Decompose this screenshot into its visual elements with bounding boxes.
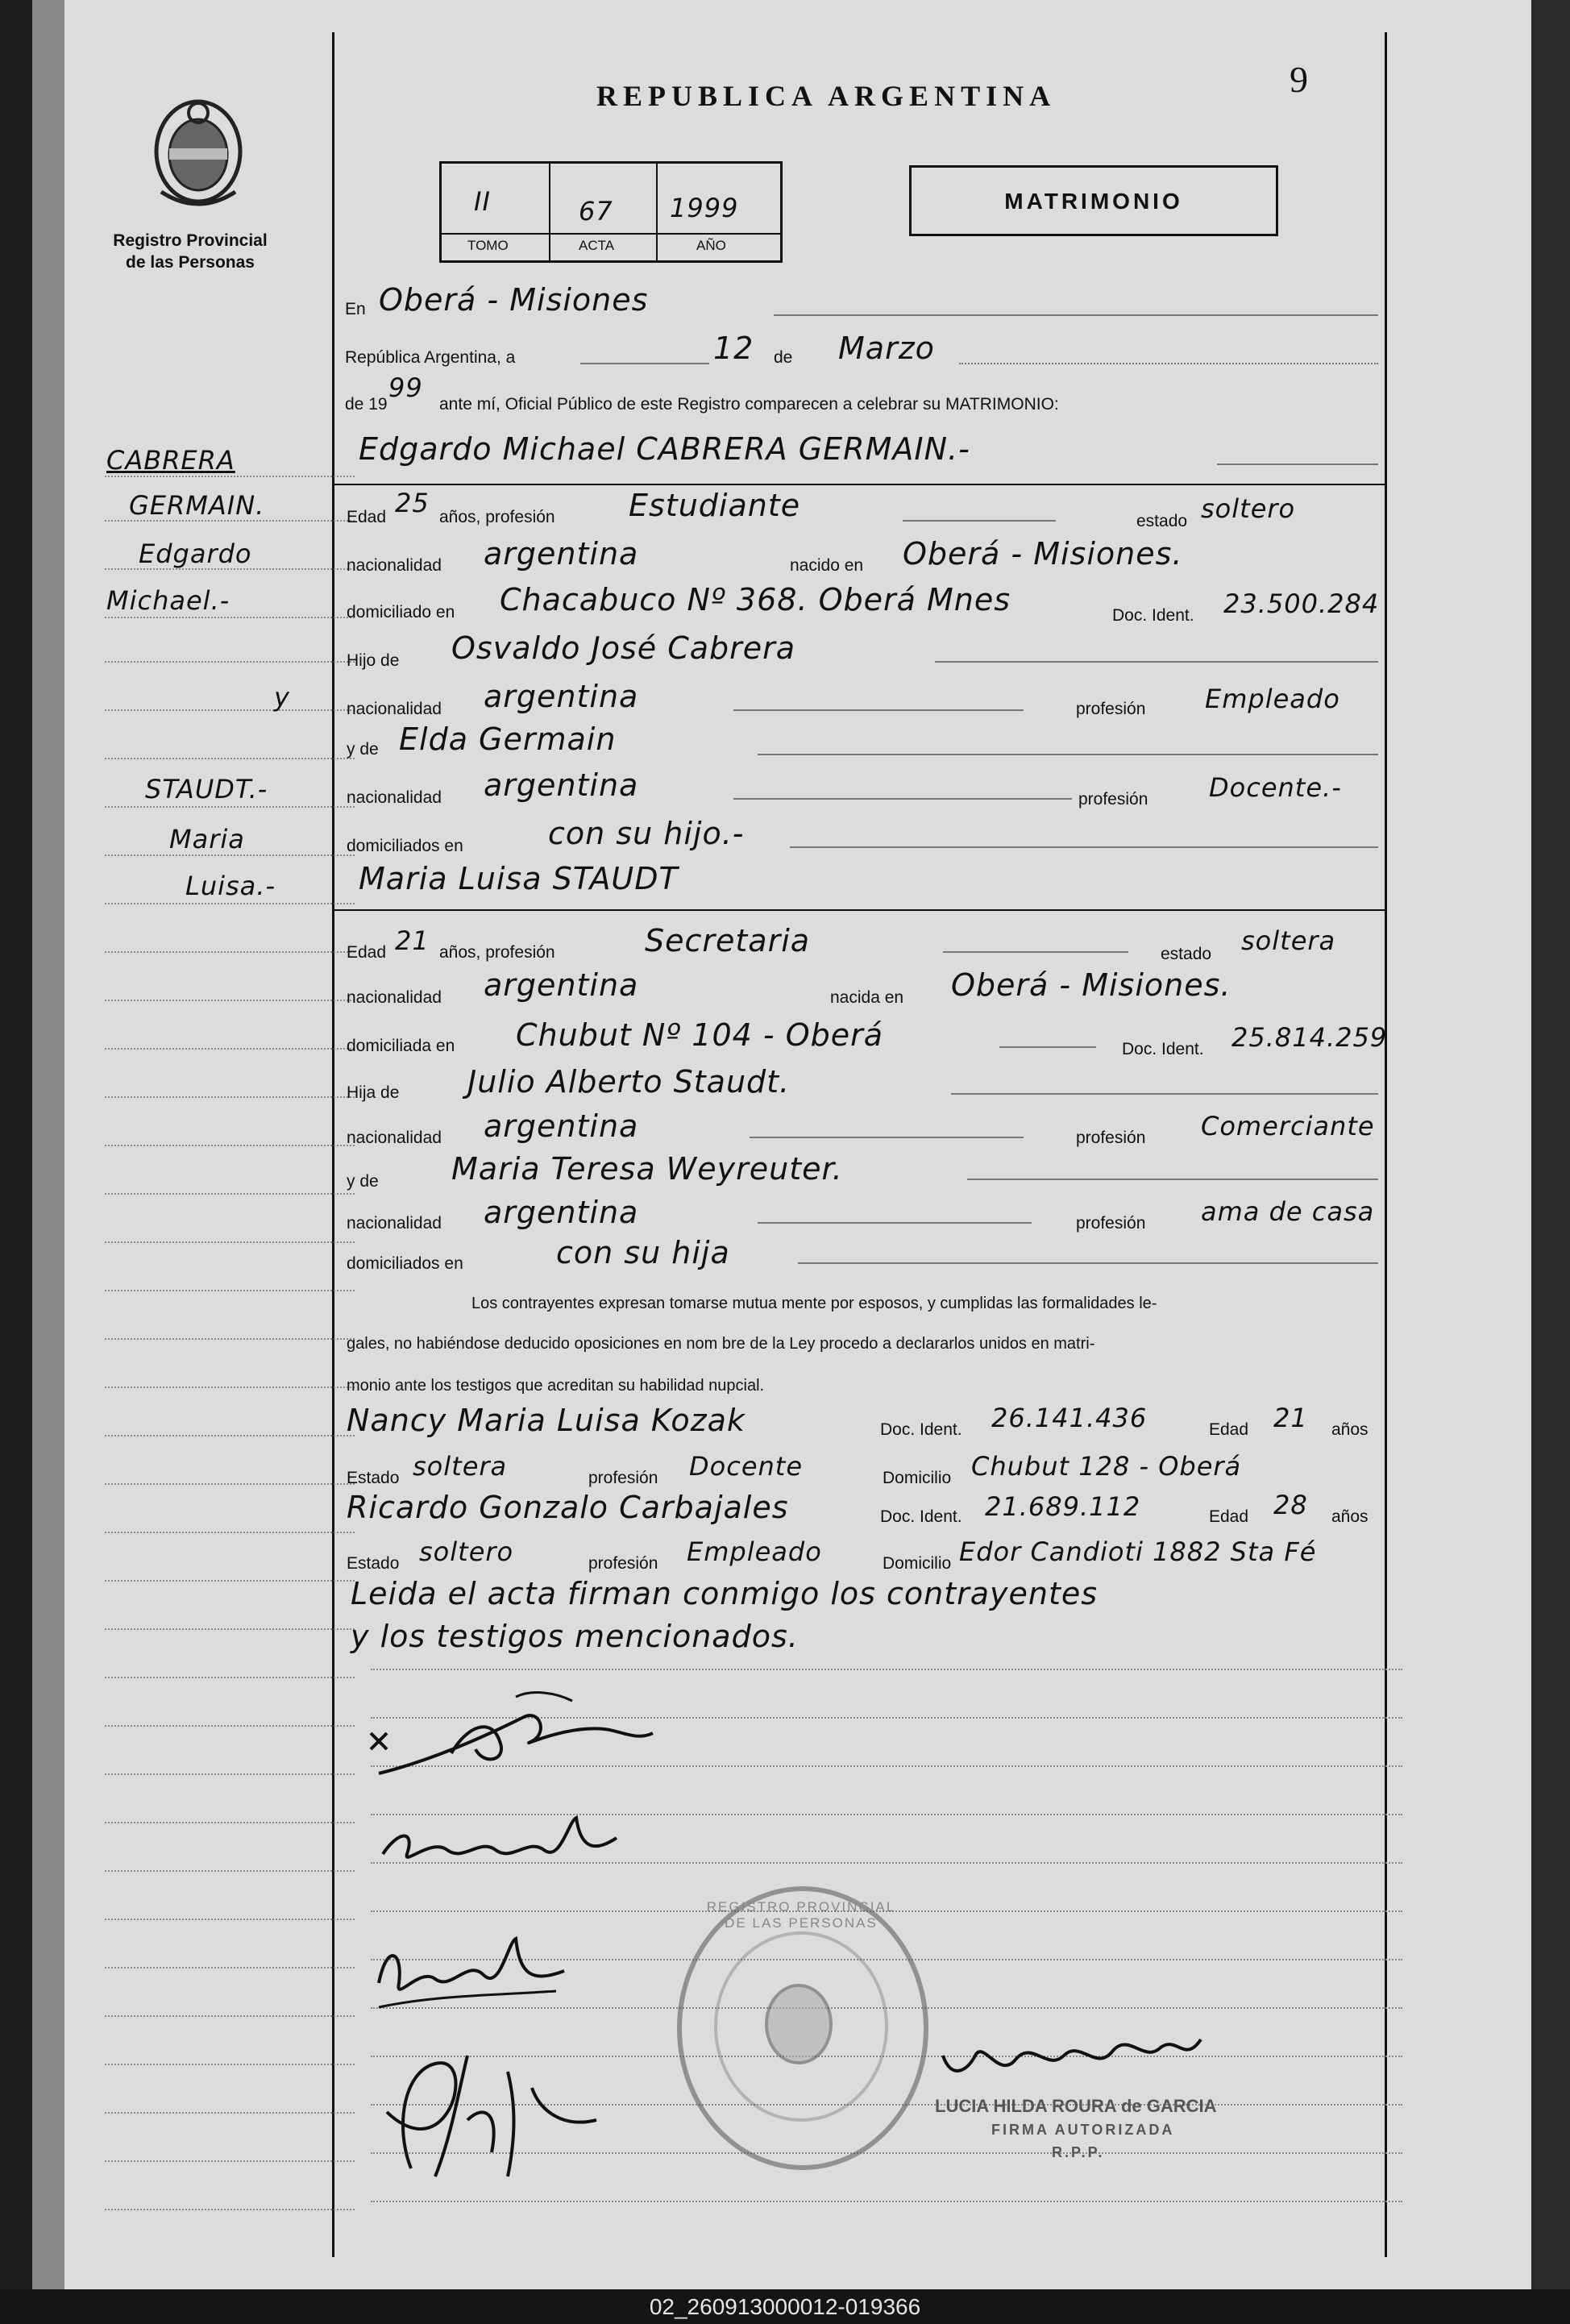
- ano-value: 1999: [670, 193, 739, 223]
- page-number: 9: [1290, 59, 1308, 100]
- groom-mother-prof: Docente.-: [1209, 772, 1342, 803]
- bride-mother-nat: argentina: [484, 1195, 639, 1230]
- bride-doc-label: Doc. Ident.: [1122, 1040, 1204, 1058]
- signature-bride: [375, 1806, 633, 1878]
- register-page: [32, 0, 1531, 2289]
- record-type: MATRIMONIO: [1004, 189, 1183, 214]
- bride-age: 21: [395, 925, 430, 956]
- bride-anos-profesion-label: años, profesión: [439, 943, 555, 962]
- country-title: REPUBLICA ARGENTINA: [596, 80, 1057, 112]
- bride-father-prof-label: profesión: [1076, 1129, 1146, 1147]
- groom-father-nat-label: nacionalidad: [347, 700, 442, 718]
- day: 12: [713, 331, 754, 366]
- bride-mother-prof: ama de casa: [1201, 1196, 1375, 1227]
- republica-label: República Argentina, a: [345, 348, 516, 367]
- acta-value: 67: [579, 196, 613, 227]
- margin-note-line: Maria: [169, 824, 245, 854]
- bride-name: Maria Luisa STAUDT: [359, 861, 679, 896]
- witness1-estado: soltera: [413, 1451, 508, 1482]
- record-type-box: [909, 165, 1278, 236]
- witness1-doc: 26.141.436: [991, 1403, 1148, 1433]
- witness2-domicilio-label: Domicilio: [883, 1554, 952, 1573]
- tomo-label: TOMO: [467, 238, 509, 253]
- witness1-profession: Docente: [689, 1451, 804, 1482]
- scan-background: [1531, 0, 1570, 2324]
- bride-parents-address: con su hija: [556, 1235, 730, 1270]
- groom-domiciliados-label: domiciliados en: [347, 837, 463, 855]
- groom-father: Osvaldo José Cabrera: [451, 630, 796, 666]
- groom-nationality: argentina: [484, 536, 639, 572]
- coat-of-arms-icon: [145, 95, 251, 216]
- witness2-name: Ricardo Gonzalo Carbajales: [347, 1490, 789, 1525]
- groom-hijo-label: Hijo de: [347, 651, 400, 670]
- witness2-address: Edor Candioti 1882 Sta Fé: [959, 1536, 1317, 1567]
- groom-profession: Estudiante: [629, 488, 801, 523]
- witness1-anos-label: años: [1331, 1420, 1369, 1439]
- bride-father: Julio Alberto Staudt.: [467, 1064, 791, 1100]
- witness2-profession: Empleado: [687, 1536, 822, 1567]
- bride-edad-label: Edad: [347, 943, 387, 962]
- official-org: R.P.P.: [1052, 2144, 1105, 2160]
- bride-mother: Maria Teresa Weyreuter.: [451, 1151, 843, 1187]
- witness2-estado: soltero: [419, 1536, 514, 1567]
- groom-nacido-label: nacido en: [790, 556, 864, 575]
- groom-estado-label: estado: [1136, 512, 1188, 530]
- bride-mother-nat-label: nacionalidad: [347, 1214, 442, 1233]
- bride-domiciliada-label: domiciliada en: [347, 1037, 455, 1055]
- witness2-doc: 21.689.112: [985, 1491, 1141, 1522]
- tomo-value: II: [474, 186, 491, 217]
- groom-anos-profesion-label: años, profesión: [439, 508, 555, 526]
- bride-hija-label: Hija de: [347, 1083, 400, 1102]
- groom-yde-label: y de: [347, 740, 379, 759]
- closing-line: Leida el acta firman conmigo los contrayentes: [351, 1576, 1099, 1611]
- signature-groom: [363, 1685, 661, 1781]
- witness1-address: Chubut 128 - Oberá: [971, 1451, 1242, 1482]
- body-text-line: Los contrayentes expresan tomarse mutua mente por esposos, y cumplidas las formalidades le-: [471, 1295, 1157, 1312]
- witness1-edad-label: Edad: [1209, 1420, 1249, 1439]
- groom-father-nat: argentina: [484, 679, 639, 714]
- witness1-profesion-label: profesión: [588, 1469, 658, 1487]
- witness2-estado-label: Estado: [347, 1554, 400, 1573]
- groom-parents-address: con su hijo.-: [548, 816, 745, 851]
- bride-nationality: argentina: [484, 967, 639, 1003]
- place: Oberá - Misiones: [379, 282, 649, 318]
- margin-note-line: STAUDT.-: [145, 774, 268, 804]
- record-number-box: [439, 161, 783, 263]
- en-label: En: [345, 300, 366, 318]
- signature-official: [935, 2023, 1209, 2088]
- body-text-line: gales, no habiéndose deducido oposiciones en nom bre de la Ley procedo a declararlos unidos en matri-: [347, 1335, 1095, 1353]
- witness2-profesion-label: profesión: [588, 1554, 658, 1573]
- witness1-name: Nancy Maria Luisa Kozak: [347, 1403, 746, 1438]
- signature-witness2: [379, 2039, 637, 2185]
- bride-father-nat: argentina: [484, 1108, 639, 1144]
- groom-birthplace: Oberá - Misiones.: [903, 536, 1183, 572]
- witness1-doc-label: Doc. Ident.: [880, 1420, 962, 1439]
- groom-father-prof: Empleado: [1205, 684, 1340, 714]
- closing-line: y los testigos mencionados.: [351, 1619, 799, 1654]
- intro-text: ante mí, Oficial Público de este Registro comparecen a celebrar su MATRIMONIO:: [439, 395, 1059, 414]
- seal-emblem-icon: [758, 1980, 839, 2068]
- scan-caption: 02_260913000012-019366: [0, 2289, 1570, 2324]
- bride-nacida-label: nacida en: [830, 988, 904, 1007]
- bride-birthplace: Oberá - Misiones.: [951, 967, 1231, 1003]
- witness1-domicilio-label: Domicilio: [883, 1469, 952, 1487]
- bride-doc: 25.814.259: [1231, 1022, 1388, 1053]
- groom-mother-prof-label: profesión: [1078, 790, 1148, 809]
- acta-label: ACTA: [579, 238, 615, 253]
- body-text-line: monio ante los testigos que acreditan su habilidad nupcial.: [347, 1377, 765, 1395]
- page-binding-edge: [32, 0, 64, 2289]
- ano-label: AÑO: [696, 238, 726, 253]
- groom-estado: soltero: [1201, 493, 1296, 524]
- groom-age: 25: [395, 488, 430, 518]
- bride-estado-label: estado: [1161, 945, 1212, 963]
- bride-yde-label: y de: [347, 1172, 379, 1191]
- groom-nacionalidad-label: nacionalidad: [347, 556, 442, 575]
- witness1-age: 21: [1273, 1403, 1308, 1433]
- groom-edad-label: Edad: [347, 508, 387, 526]
- margin-note-line: Edgardo: [139, 538, 252, 569]
- seal-text: REGISTRO PROVINCIAL DE LAS PERSONAS: [706, 1899, 896, 1931]
- groom-name: Edgardo Michael CABRERA GERMAIN.-: [359, 431, 970, 467]
- registry-name: Registro Provincial de las Personas: [113, 231, 268, 272]
- groom-father-prof-label: profesión: [1076, 700, 1146, 718]
- bride-address: Chubut Nº 104 - Oberá: [516, 1017, 884, 1053]
- groom-mother: Elda Germain: [399, 721, 617, 757]
- margin-note-line: CABRERA: [106, 445, 235, 476]
- witness1-estado-label: Estado: [347, 1469, 400, 1487]
- witness2-doc-label: Doc. Ident.: [880, 1507, 962, 1526]
- witness2-age: 28: [1273, 1490, 1308, 1520]
- bride-domiciliados-label: domiciliados en: [347, 1254, 463, 1273]
- groom-mother-nat: argentina: [484, 767, 639, 803]
- official-name: LUCIA HILDA ROURA de GARCIA: [935, 2096, 1217, 2116]
- year-prefix: de 19: [345, 395, 388, 414]
- groom-address: Chacabuco Nº 368. Oberá Mnes: [500, 582, 1011, 617]
- bride-nacionalidad-label: nacionalidad: [347, 988, 442, 1007]
- bride-father-prof: Comerciante: [1201, 1111, 1375, 1141]
- groom-doc: 23.500.284: [1223, 588, 1380, 619]
- bride-father-nat-label: nacionalidad: [347, 1129, 442, 1147]
- bride-estado: soltera: [1241, 925, 1336, 956]
- groom-doc-label: Doc. Ident.: [1112, 606, 1194, 625]
- bride-mother-prof-label: profesión: [1076, 1214, 1146, 1233]
- official-title: FIRMA AUTORIZADA: [991, 2122, 1175, 2138]
- witness2-anos-label: años: [1331, 1507, 1369, 1526]
- groom-domiciliado-label: domiciliado en: [347, 603, 455, 622]
- margin-note-line: y: [274, 682, 290, 713]
- signature-witness1: [371, 1927, 580, 2015]
- margin-note-line: Luisa.-: [185, 871, 276, 901]
- right-border: [1385, 32, 1387, 2257]
- month: Marzo: [838, 331, 935, 366]
- de-label: de: [774, 348, 793, 367]
- groom-mother-nat-label: nacionalidad: [347, 788, 442, 807]
- bride-profession: Secretaria: [645, 923, 811, 958]
- official-seal: [677, 1886, 928, 2170]
- witness2-edad-label: Edad: [1209, 1507, 1249, 1526]
- margin-note-line: GERMAIN.: [129, 490, 265, 521]
- margin-note-line: Michael.-: [106, 585, 231, 616]
- year-suffix: 99: [388, 372, 423, 403]
